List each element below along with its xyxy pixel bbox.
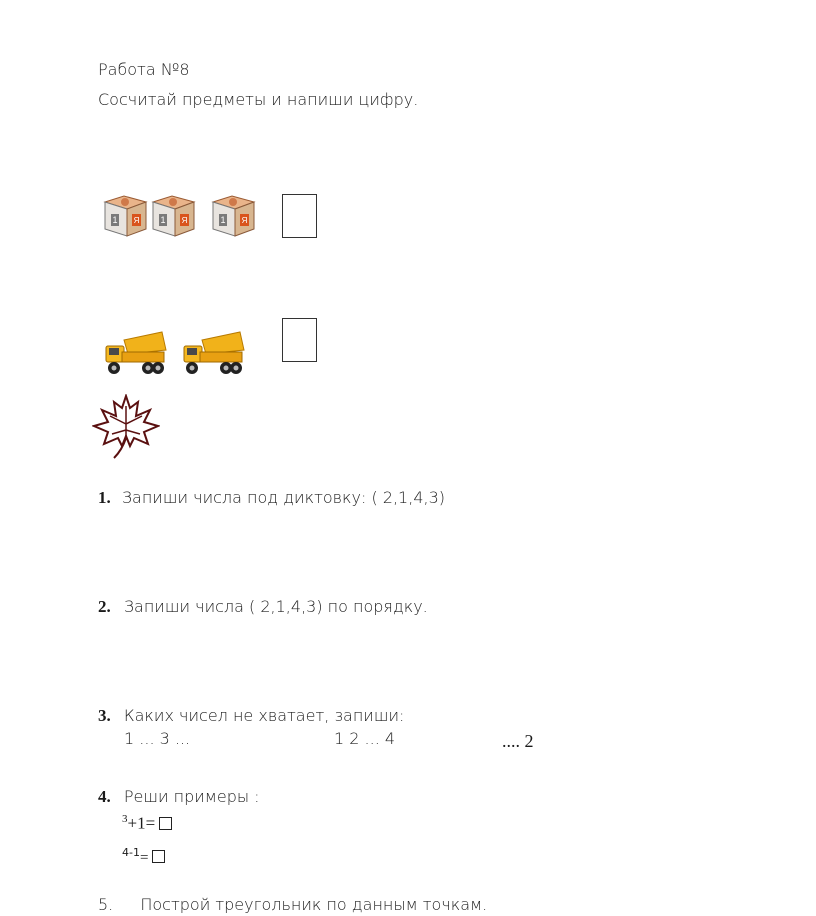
- task-number: 1.: [98, 488, 111, 507]
- task-number: 2.: [98, 597, 111, 616]
- example-1-answer-box[interactable]: [159, 817, 172, 830]
- sequence-1: 1 ... 3 ...: [124, 729, 191, 748]
- example-2-answer-box[interactable]: [152, 850, 165, 863]
- work-title: Работа №8: [98, 60, 190, 79]
- task-4: [98, 787, 260, 807]
- trucks-row: [104, 328, 254, 378]
- instruction-text: Сосчитай предметы и напиши цифру.: [98, 90, 419, 109]
- task-text: Запиши числа ( 2,1,4,3) по порядку.: [123, 597, 428, 616]
- blocks-row: [102, 192, 262, 240]
- sequence-3: .... 2: [502, 731, 534, 751]
- alphabet-block-icon: [213, 196, 254, 236]
- example-1: [122, 813, 172, 834]
- answer-box-blocks[interactable]: [282, 194, 317, 238]
- example-1-rest: +1=: [127, 813, 156, 833]
- example-2-rest: =: [139, 850, 149, 866]
- task-5: [98, 895, 487, 914]
- task-text: Каких чисел не хватает, запиши:: [123, 706, 405, 725]
- task-text: Построй треугольник по данным точкам.: [140, 895, 488, 914]
- task-text: Реши примеры :: [123, 787, 260, 806]
- alphabet-block-icon: [153, 196, 194, 236]
- task-3: [98, 706, 404, 726]
- task-text: Запиши числа под диктовку: ( 2,1,4,3): [121, 488, 446, 507]
- task-number: 3.: [98, 706, 111, 725]
- example-1-operand: 3: [122, 813, 128, 825]
- task-1: [98, 488, 445, 508]
- example-2: [122, 846, 165, 867]
- example-2-operand: 4-1: [122, 846, 140, 859]
- dump-truck-icon: [184, 332, 244, 374]
- answer-box-trucks[interactable]: [282, 318, 317, 362]
- alphabet-block-icon: [105, 196, 146, 236]
- task-number: 5.: [98, 895, 114, 914]
- task-2: [98, 597, 428, 617]
- sequence-2: 1 2 ... 4: [334, 729, 396, 748]
- dump-truck-icon: [106, 332, 166, 374]
- maple-leaf-icon: [92, 394, 160, 460]
- task-number: 4.: [98, 787, 111, 806]
